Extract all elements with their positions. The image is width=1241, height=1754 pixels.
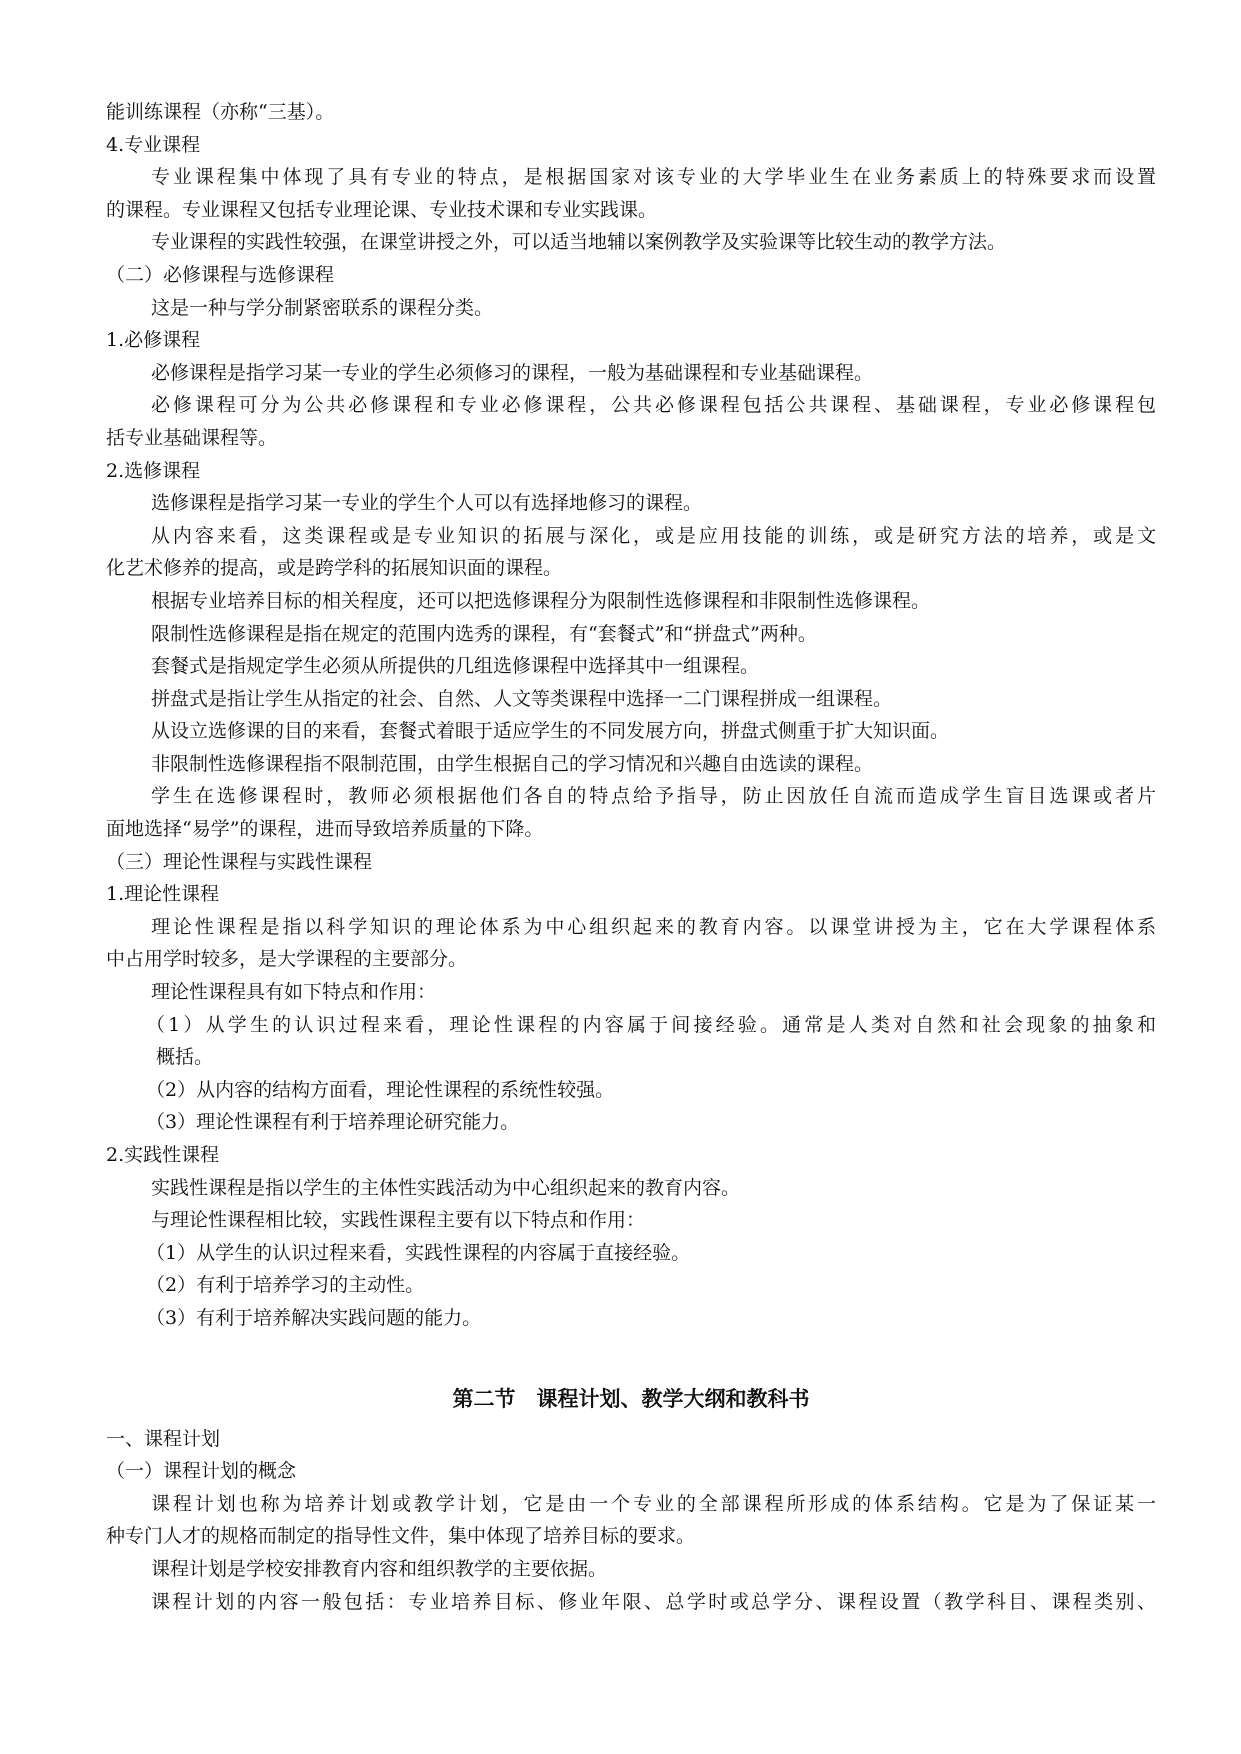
text-line: 种专门人才的规格而制定的指导性文件，集中体现了培养目标的要求。 <box>106 1525 696 1548</box>
text-line: （1）从学生的认识过程来看，理论性课程的内容属于间接经验。通常是人类对自然和社会现象的抽象和 <box>146 1013 1156 1036</box>
text-line: 专业课程的实践性较强，在课堂讲授之外，可以适当地辅以案例教学及实验课等比较生动的教学方法。 <box>151 231 1007 254</box>
text-line: 面地选择“易学”的课程，进而导致培养质量的下降。 <box>106 818 544 841</box>
text-line: 化艺术修养的提高，或是跨学科的拓展知识面的课程。 <box>106 557 563 580</box>
document-page <box>106 96 1156 1618</box>
text-line: 必修课程是指学习某一专业的学生必须修习的课程，一般为基础课程和专业基础课程。 <box>151 361 874 384</box>
text-line: （3）有利于培养解决实践问题的能力。 <box>146 1306 482 1329</box>
text-line: 课程计划也称为培养计划或教学计划，它是由一个专业的全部课程所形成的体系结构。它是为了保证某一 <box>151 1492 1156 1515</box>
text-line: 必修课程可分为公共必修课程和专业必修课程，公共必修课程包括公共课程、基础课程，专业必修课程包 <box>151 394 1156 417</box>
text-line: 理论性课程是指以科学知识的理论体系为中心组织起来的教育内容。以课堂讲授为主，它在大学课程体系 <box>151 915 1156 938</box>
text-line: 从内容来看，这类课程或是专业知识的拓展与深化，或是应用技能的训练，或是研究方法的培养，或是文 <box>151 524 1156 547</box>
text-line: 中占用学时较多，是大学课程的主要部分。 <box>106 948 468 971</box>
text-line: 课程计划是学校安排教育内容和组织教学的主要依据。 <box>151 1557 608 1580</box>
text-line: 1.理论性课程 <box>106 883 220 906</box>
text-line: （2）从内容的结构方面看，理论性课程的系统性较强。 <box>146 1078 615 1101</box>
text-line: 限制性选修课程是指在规定的范围内选秀的课程，有“套餐式”和“拼盘式”两种。 <box>151 622 817 645</box>
section-title: 第二节 课程计划、教学大纲和教科书 <box>452 1386 810 1411</box>
text-line: （1）从学生的认识过程来看，实践性课程的内容属于直接经验。 <box>146 1241 691 1264</box>
text-line: 一、课程计划 <box>106 1427 221 1450</box>
text-line: 4.专业课程 <box>106 133 201 156</box>
text-line: 从设立选修课的目的来看，套餐式着眼于适应学生的不同发展方向，拼盘式侧重于扩大知识面。 <box>151 720 950 743</box>
text-line: 概括。 <box>156 1046 214 1069</box>
text-line: 套餐式是指规定学生必须从所提供的几组选修课程中选择其中一组课程。 <box>151 655 760 678</box>
text-line: 非限制性选修课程指不限制范围，由学生根据自己的学习情况和兴趣自由选读的课程。 <box>151 752 874 775</box>
text-line: （三）理论性课程与实践性课程 <box>106 850 373 873</box>
text-line: 根据专业培养目标的相关程度，还可以把选修课程分为限制性选修课程和非限制性选修课程。 <box>151 589 931 612</box>
text-line: （3）理论性课程有利于培养理论研究能力。 <box>146 1111 520 1134</box>
body-text-block-2 <box>106 1423 1156 1619</box>
text-line: 专业课程集中体现了具有专业的特点，是根据国家对该专业的大学毕业生在业务素质上的特殊要求而设置 <box>151 166 1156 189</box>
text-line: （一）课程计划的概念 <box>106 1460 297 1483</box>
text-line: 理论性课程具有如下特点和作用： <box>151 981 437 1004</box>
text-line: 括专业基础课程等。 <box>106 426 278 449</box>
text-line: 学生在选修课程时，教师必须根据他们各自的特点给予指导，防止因放任自流而造成学生盲目选课或者片 <box>151 785 1156 808</box>
text-line: 实践性课程是指以学生的主体性实践活动为中心组织起来的教育内容。 <box>151 1176 741 1199</box>
text-line: 这是一种与学分制紧密联系的课程分类。 <box>151 296 494 319</box>
text-line: 选修课程是指学习某一专业的学生个人可以有选择地修习的课程。 <box>151 492 703 515</box>
text-line: （2）有利于培养学习的主动性。 <box>146 1274 425 1297</box>
text-line: 课程计划的内容一般包括：专业培养目标、修业年限、总学时或总学分、课程设置（教学科目、课程类别、 <box>151 1590 1156 1613</box>
text-line: （二）必修课程与选修课程 <box>106 263 335 286</box>
text-line: 1.必修课程 <box>106 329 201 352</box>
text-line: 2.实践性课程 <box>106 1144 220 1166</box>
text-line: 的课程。专业课程又包括专业理论课、专业技术课和专业实践课。 <box>106 198 658 221</box>
text-line: 与理论性课程相比较，实践性课程主要有以下特点和作用： <box>151 1209 646 1232</box>
text-line: 拼盘式是指让学生从指定的社会、自然、人文等类课程中选择一二门课程拼成一组课程。 <box>151 687 893 710</box>
body-text-block-1 <box>106 96 1156 1335</box>
text-line: 能训练课程（亦称“三基）。 <box>106 101 335 123</box>
text-line: 2.选修课程 <box>106 459 201 482</box>
